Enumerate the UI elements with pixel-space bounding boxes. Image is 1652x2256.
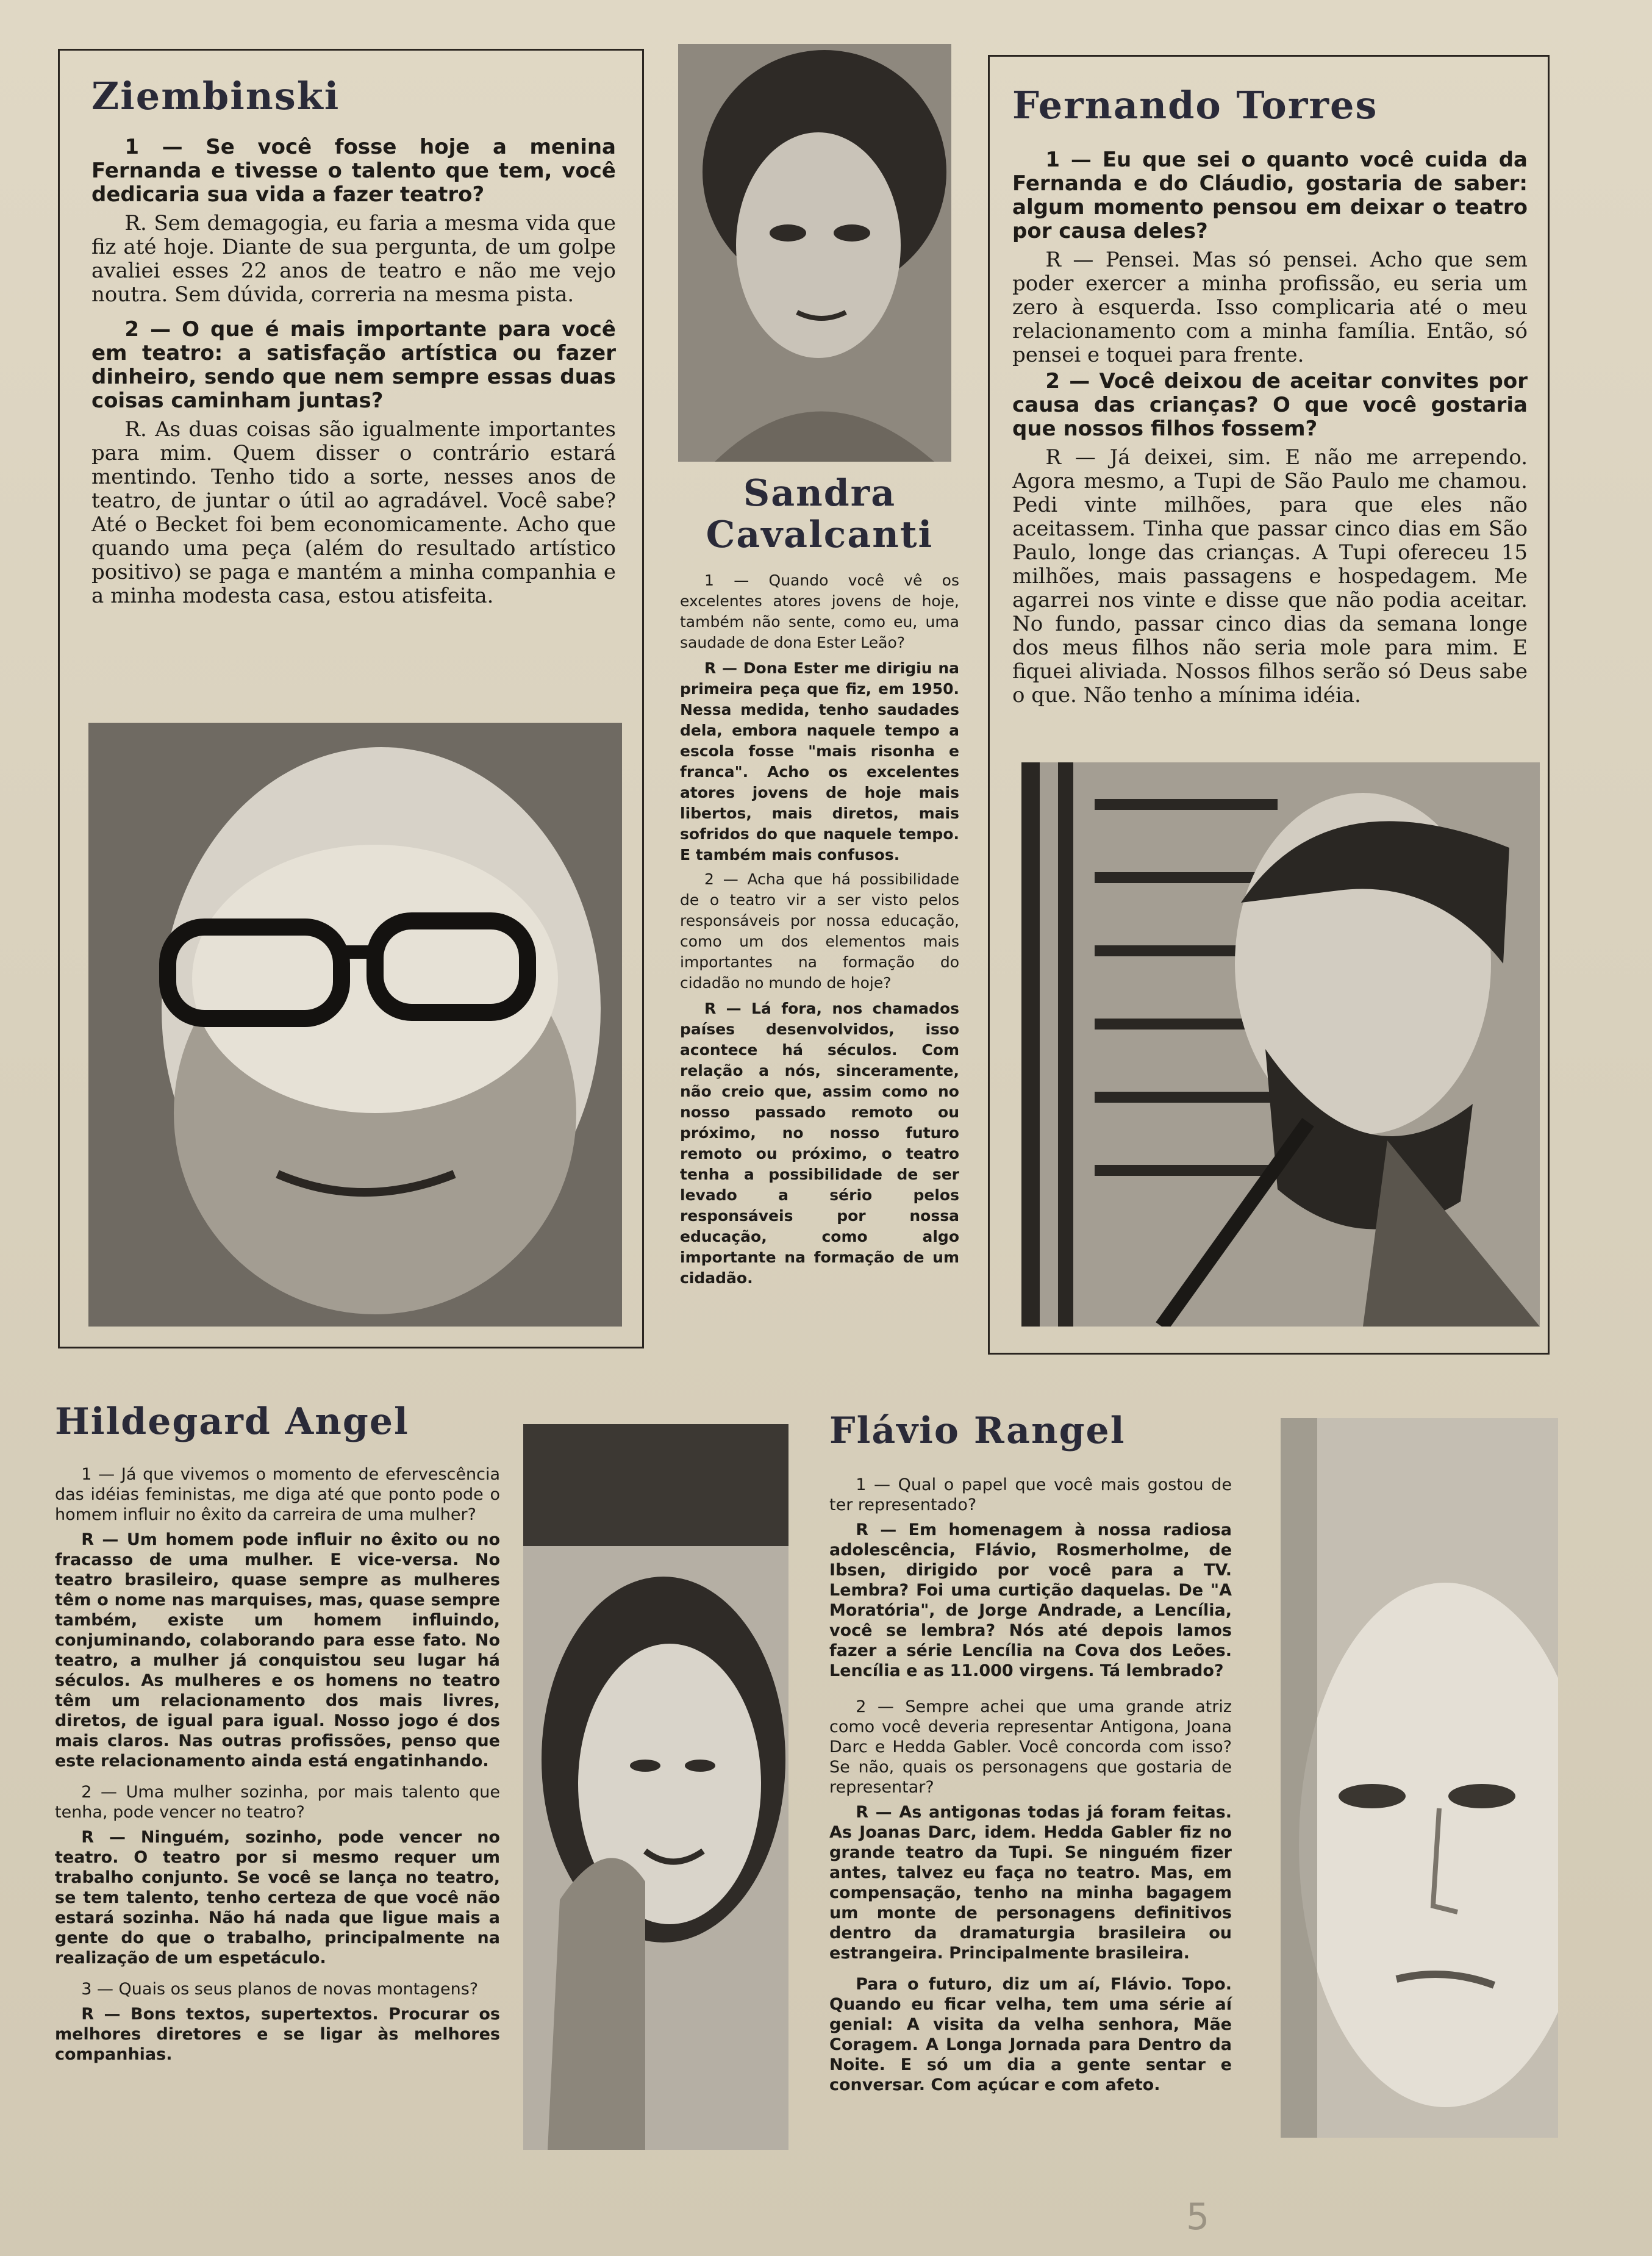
fernando-answer-1: R — Pensei. Mas só pensei. Acho que sem poder exercer a minha profissão, eu seria um zero à esquerda. Isso complicaria até o meu relacionamento com a minha família. Então, só pensei e toquei para frente.	[1012, 248, 1528, 368]
ziembinski-question-1: 1 — Se você fosse hoje a menina Fernanda e tivesse o talento que tem, você dedicaria sua vida a fazer teatro?	[91, 135, 616, 207]
hildegard-question-1: 1 — Já que vivemos o momento de efervescência das idéias feministas, me diga até que ponto pode o homem influir no êxito da carreira de uma mulher?	[55, 1465, 500, 1524]
flavio-question-1: 1 — Qual o papel que você mais gostou de ter representado?	[829, 1475, 1232, 1514]
flavio-photo	[1281, 1418, 1558, 2138]
ziembinski-name: Ziembinski	[91, 74, 340, 118]
ziembinski-text	[91, 76, 616, 619]
hildegard-text	[55, 1400, 500, 2075]
sandra-question-2: 2 — Acha que há possibilidade de o teatro vir a ser visto pelos responsáveis por nossa educação, como um dos elementos mais importantes na formação do cidadão no mundo de hoje?	[680, 870, 959, 992]
hildegard-answer-1: R — Um homem pode influir no êxito ou no fracasso de uma mulher. E vice-versa. No teatro brasileiro, quase sempre as mulheres têm o nome nas marquises, mas, quase sempre também, existe um homem influindo, conjuminando, colaborando para esse fato. No teatro, a mulher já conquistou seu lugar há séculos. As mulheres e os homens no teatro têm um relacionamento dos mais livres, diretos, de igual para igual. Nosso jogo é dos mais claros. Nas outras profissões, penso que este relacionamento ainda está engatinhando.	[55, 1530, 500, 1771]
fernando-photo	[1021, 762, 1540, 1327]
flavio-answer-3: Para o futuro, diz um aí, Flávio. Topo. Quando eu ficar velha, tem uma série aí genial: A visita da velha senhora, Mãe Coragem. A Longa Jornada para Dentro da Noite. E só um dia a gente sentar e conversar. Com açúcar e com afeto.	[829, 1975, 1232, 2094]
ziembinski-answer-1: R. Sem demagogia, eu faria a mesma vida que fiz até hoje. Diante de sua pergunta, de um golpe avaliei esses 22 anos de teatro e não me vejo noutra. Sem dúvida, correria na mesma pista.	[91, 211, 616, 307]
fernando-question-1: 1 — Eu que sei o quanto você cuida da Fernanda e do Cláudio, gostaria de saber: algum momento pensou em deixar o teatro por causa deles?	[1012, 148, 1528, 244]
flavio-name: Flávio Rangel	[829, 1409, 1126, 1452]
hildegard-question-3: 3 — Quais os seus planos de novas montagens?	[81, 1980, 479, 1999]
hildegard-answer-3: R — Bons textos, supertextos. Procurar os melhores diretores e se ligar às melhores companhias.	[55, 2005, 500, 2064]
ziembinski-answer-2: R. As duas coisas são igualmente importantes para mim. Quem disser o contrário estará mentindo. Tenho tido a sorte, nesses anos de teatro, de juntar o útil ao agradável. Você sabe? Até o Becket foi bem economicamente. Acho que quando uma peça (além do resultado artístico positivo) se paga e mantém a minha companhia e a minha modesta casa, estou atisfeita.	[91, 417, 616, 609]
sandra-answer-2: R — Lá fora, nos chamados países desenvolvidos, isso acontece há séculos. Com relação a nós, sinceramente, não creio que, assim como no nosso passado remoto ou próximo, no nosso futuro remoto ou próximo, o teatro tenha a possibilidade de ser levado a sério pelos responsáveis por nossa educação, como algo importante na formação de um cidadão.	[680, 1000, 959, 1287]
hildegard-answer-2: R — Ninguém, sozinho, pode vencer no teatro. O teatro por si mesmo requer um trabalho conjunto. Se você se lança no teatro, se tem talento, tenho certeza de que você não estará sozinha. Não há nada que ligue mais a gente do que o trabalho, principalmente na realização de um espetáculo.	[55, 1828, 500, 1968]
sandra-photo	[678, 44, 951, 462]
flavio-question-2: 2 — Sempre achei que uma grande atriz como você deveria representar Antigona, Joana Darc e Hedda Gabler. Você concorda com isso? Se não, quais os personagens que gostaria de representar?	[829, 1697, 1232, 1797]
sandra-answer-1: R — Dona Ester me dirigiu na primeira peça que fiz, em 1950. Nessa medida, tenho saudades dela, embora naquele tempo a escola fosse "mais risonha e franca". Acho os excelentes atores jovens de hoje mais libertos, mais diretos, mais sofridos do que naquele tempo. E também mais confusos.	[680, 659, 959, 864]
fernando-question-2: 2 — Você deixou de aceitar convites por causa das crianças? O que você gostaria que nossos filhos fossem?	[1012, 369, 1528, 442]
hildegard-name: Hildegard Angel	[55, 1400, 409, 1443]
ziembinski-photo	[88, 723, 622, 1327]
flavio-answer-1: R — Em homenagem à nossa radiosa adolescência, Flávio, Rosmerholme, de Ibsen, dirigido por você para a TV. Lembra? Foi uma curtição daquelas. De "A Moratória", de Jorge Andrade, a Lencília, você se lembra? Nós até depois lamos fazer a série Lencília na Cova dos Leões. Lencília e as 11.000 virgens. Tá lembrado?	[829, 1520, 1232, 1680]
hildegard-photo	[523, 1424, 788, 2150]
fernando-text	[1012, 85, 1528, 718]
page-mark: 5	[1186, 2196, 1210, 2238]
sandra-question-1: 1 — Quando você vê os excelentes atores jovens de hoje, também não sente, como eu, uma saudade de dona Ester Leão?	[680, 571, 959, 651]
fernando-name: Fernando Torres	[1012, 83, 1378, 127]
sandra-name: Sandra Cavalcanti	[706, 472, 934, 556]
flavio-answer-2: R — As antigonas todas já foram feitas. As Joanas Darc, idem. Hedda Gabler fiz no grande teatro da Tupi. Se ninguém fizer antes, talvez eu faça no teatro. Mas, em compensação, tenho na minha bagagem um monte de personagens definitivos dentro da dramaturgia brasileira ou estrangeira. Principalmente brasileira.	[829, 1803, 1232, 1963]
sandra-text	[680, 473, 959, 1300]
ziembinski-question-2: 2 — O que é mais importante para você em teatro: a satisfação artística ou fazer dinheiro, sendo que nem sempre essas duas coisas caminham juntas?	[91, 317, 616, 414]
hildegard-question-2: 2 — Uma mulher sozinha, por mais talento que tenha, pode vencer no teatro?	[55, 1783, 500, 1822]
flavio-text	[829, 1409, 1232, 2106]
fernando-answer-2: R — Já deixei, sim. E não me arrependo. Agora mesmo, a Tupi de São Paulo me chamou. Pedi vinte milhões, para que eles não aceitassem. Tinha que passar cinco dias em São Paulo, longe das crianças. A Tupi ofereceu 15 milhões, mais passagens e hospedagem. Me agarrei nos vinte e disse que não podia aceitar. No fundo, passar cinco dias da semana longe dos meus filhos não seria mole para mim. E fiquei aliviada. Nossos filhos serão só Deus sabe o que. Não tenho a mínima idéia.	[1012, 445, 1528, 708]
